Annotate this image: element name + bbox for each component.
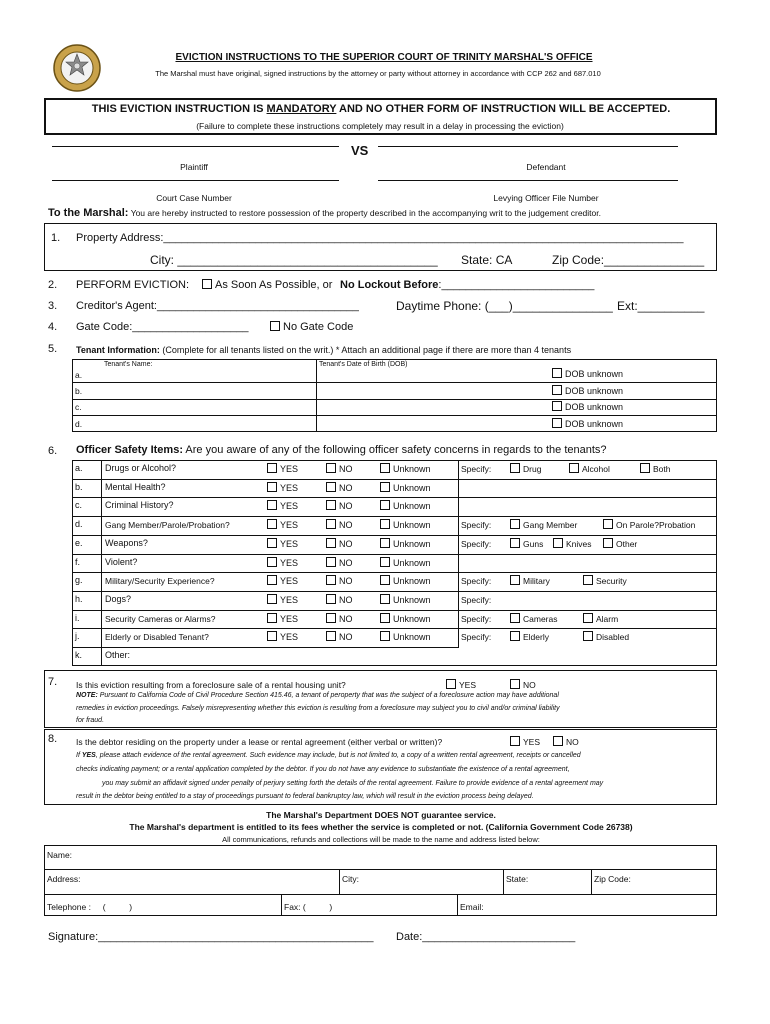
- item8-line-4: result in the debtor being entitled to a stay of proceedings pursuant to federal bankruptcy law, which will result in the eviction process being delayed.: [76, 793, 534, 800]
- safety-unknown-checkbox[interactable]: [380, 519, 390, 529]
- safety-specify-label: Specify:: [461, 632, 492, 643]
- safety-no-checkbox[interactable]: [326, 594, 336, 604]
- specify-option[interactable]: [510, 519, 577, 530]
- specify-option-label: Military: [523, 576, 550, 587]
- date-field[interactable]: Date:_________________________: [396, 931, 576, 943]
- specify-option-label: Knives: [566, 538, 592, 549]
- no-gate-code-option[interactable]: No Gate Code: [270, 321, 353, 333]
- specify-option-label: Security: [596, 576, 627, 587]
- safety-yes[interactable]: [267, 613, 298, 624]
- safety-unknown-label: Unknown: [393, 557, 431, 568]
- safety-row-letter: a.: [75, 463, 83, 473]
- item6-number: 6.: [48, 445, 58, 457]
- specify-option-checkbox[interactable]: [553, 538, 563, 548]
- safety-no-label: NO: [339, 576, 353, 587]
- specify-option[interactable]: [510, 463, 541, 474]
- contact-state-field[interactable]: State:: [506, 874, 529, 884]
- guarantee-statement: The Marshal's Department DOES NOT guarantee service.: [266, 810, 496, 820]
- item7-number: 7.: [48, 676, 58, 688]
- contact-city-field[interactable]: City:: [342, 874, 359, 884]
- property-address-field[interactable]: Property Address:_____________________________________________________________________________________: [76, 232, 684, 244]
- specify-option[interactable]: [583, 575, 627, 586]
- safety-yes-label: YES: [280, 632, 299, 643]
- safety-row-label: Elderly or Disabled Tenant?: [105, 632, 209, 643]
- safety-unknown-label: Unknown: [393, 613, 431, 624]
- safety-unknown-checkbox[interactable]: [380, 575, 390, 585]
- safety-no[interactable]: [326, 557, 353, 568]
- tenant-row-d: d.: [75, 419, 83, 429]
- specify-option-checkbox[interactable]: [510, 463, 520, 473]
- safety-unknown-label: Unknown: [393, 464, 431, 474]
- specify-option-checkbox[interactable]: [583, 575, 593, 585]
- safety-no-checkbox[interactable]: [326, 613, 336, 623]
- safety-no-checkbox[interactable]: [326, 575, 336, 585]
- asap-option[interactable]: As Soon As Possible, or: [202, 279, 332, 291]
- safety-yes[interactable]: [267, 519, 298, 530]
- specify-option-checkbox[interactable]: [603, 538, 613, 548]
- safety-no[interactable]: [326, 594, 353, 605]
- safety-unknown-label: Unknown: [393, 501, 431, 512]
- item8-line-1: If YES, please attach evidence of the rental agreement. Such evidence may include, but is not limited to, a copy of a written rental agreement, receipts or cancelled: [76, 752, 581, 759]
- safety-yes[interactable]: [267, 463, 298, 474]
- dob-unknown-b[interactable]: DOB unknown: [552, 385, 623, 396]
- safety-specify-label: Specify:: [461, 464, 492, 474]
- form-subtitle: The Marshal must have original, signed instructions by the attorney or party without attorney in accordance with CCP 262 and 687.010: [155, 69, 601, 78]
- safety-row-label: Gang Member/Parole/Probation?: [105, 520, 230, 531]
- tenant-dob-header: Tenant's Date of Birth (DOB): [319, 361, 408, 368]
- safety-row-letter: k.: [75, 650, 83, 660]
- zip-field[interactable]: Zip Code:_______________: [552, 253, 705, 267]
- to-marshal: To the Marshal: You are hereby instructed to restore possession of the property described in the accompanying writ to the judgement creditor.: [48, 207, 601, 219]
- safety-yes-checkbox[interactable]: [267, 500, 277, 510]
- specify-option-checkbox[interactable]: [510, 538, 520, 548]
- safety-yes-checkbox[interactable]: [267, 594, 277, 604]
- tenant-info-heading: Tenant Information: (Complete for all tenants listed on the writ.) * Attach an additional page if there are more than 4 tenants: [76, 345, 572, 355]
- specify-option[interactable]: [569, 463, 610, 474]
- state-field: State: CA: [461, 253, 513, 267]
- safety-no[interactable]: [326, 519, 353, 530]
- mandatory-note: (Failure to complete these instructions completely may result in a delay in processing the eviction): [196, 121, 564, 131]
- safety-yes[interactable]: [267, 575, 298, 586]
- plaintiff-line[interactable]: [52, 146, 339, 147]
- safety-no-checkbox[interactable]: [326, 538, 336, 548]
- item1-number: 1.: [51, 232, 61, 244]
- safety-specify-label: Specify:: [461, 520, 492, 531]
- safety-yes[interactable]: [267, 500, 298, 511]
- officer-safety-heading: Officer Safety Items: Are you aware of any of the following officer safety concerns in regards to the tenants?: [76, 444, 607, 456]
- safety-unknown-checkbox[interactable]: [380, 482, 390, 492]
- safety-row-letter: g.: [75, 575, 83, 586]
- vs-label: VS: [351, 143, 369, 158]
- safety-unknown-checkbox[interactable]: [380, 463, 390, 473]
- safety-yes[interactable]: [267, 482, 298, 493]
- specify-option[interactable]: [583, 613, 618, 624]
- safety-no-checkbox[interactable]: [326, 463, 336, 473]
- tenant-row-a: a.: [75, 370, 83, 380]
- levying-line[interactable]: [378, 180, 678, 181]
- item4-number: 4.: [48, 321, 58, 333]
- safety-row-letter: c.: [75, 500, 83, 511]
- safety-unknown[interactable]: [380, 575, 431, 586]
- safety-specify-label: Specify:: [461, 613, 492, 624]
- specify-option[interactable]: [510, 613, 557, 624]
- safety-row-letter: b.: [75, 481, 83, 492]
- specify-option[interactable]: [510, 631, 549, 642]
- item5-number: 5.: [48, 343, 58, 355]
- safety-yes-checkbox[interactable]: [267, 463, 277, 473]
- specify-option-label: Cameras: [523, 613, 558, 624]
- safety-yes-checkbox[interactable]: [267, 538, 277, 548]
- safety-no-checkbox[interactable]: [326, 519, 336, 529]
- contact-telephone-field[interactable]: Telephone : ( ): [47, 902, 133, 912]
- safety-row-label: Weapons?: [105, 537, 148, 548]
- safety-yes-label: YES: [280, 594, 299, 605]
- specify-option-label: Other: [616, 538, 638, 549]
- perform-eviction-label: PERFORM EVICTION:: [76, 279, 190, 291]
- safety-yes-checkbox[interactable]: [267, 557, 277, 567]
- safety-no-label: NO: [339, 538, 353, 549]
- safety-yes-label: YES: [280, 576, 299, 587]
- safety-no[interactable]: [326, 482, 353, 493]
- safety-unknown-checkbox[interactable]: [380, 613, 390, 623]
- safety-yes-checkbox[interactable]: [267, 482, 277, 492]
- gate-code-field[interactable]: Gate Code:___________________: [76, 321, 249, 333]
- specify-option-label: On Parole?Probation: [616, 520, 696, 531]
- safety-unknown-checkbox[interactable]: [380, 631, 390, 641]
- safety-yes-checkbox[interactable]: [267, 575, 277, 585]
- levying-label: Levying Officer File Number: [493, 193, 599, 203]
- safety-no-label: NO: [339, 613, 353, 624]
- item7-note-2: remedies in eviction proceedings. Falsely misrepresenting whether this eviction is resulting from a foreclosure may subject you to civil and/or criminal liability: [76, 705, 560, 712]
- safety-no-label: NO: [339, 632, 353, 643]
- safety-no-label: NO: [339, 482, 353, 493]
- specify-option-label: Drug: [523, 464, 542, 474]
- signature-field[interactable]: Signature:_____________________________________________: [48, 931, 374, 943]
- no-gate-checkbox[interactable]: [270, 321, 280, 331]
- safety-yes-checkbox[interactable]: [267, 613, 277, 623]
- safety-specify-label: Specify:: [461, 594, 492, 605]
- dob-unknown-c[interactable]: DOB unknown: [552, 401, 623, 412]
- specify-option-label: Disabled: [596, 632, 630, 643]
- court-case-label: Court Case Number: [156, 193, 232, 203]
- safety-unknown-label: Unknown: [393, 632, 431, 643]
- safety-unknown-checkbox[interactable]: [380, 557, 390, 567]
- safety-unknown-label: Unknown: [393, 520, 431, 531]
- form-title: EVICTION INSTRUCTIONS TO THE SUPERIOR COURT OF TRINITY MARSHAL'S OFFICE: [175, 52, 593, 63]
- safety-unknown[interactable]: [380, 557, 431, 568]
- safety-no[interactable]: [326, 500, 353, 511]
- safety-yes[interactable]: [267, 594, 298, 605]
- specify-option-label: Alarm: [596, 613, 619, 624]
- safety-unknown[interactable]: [380, 463, 431, 474]
- specify-option[interactable]: [510, 538, 543, 549]
- item7-note-1: NOTE: Pursuant to California Code of Civil Procedure Section 415.46, a tenant of peroperty that was the subject of a foreclosure action may have additional: [76, 692, 559, 699]
- dob-unknown-a[interactable]: DOB unknown: [552, 368, 623, 379]
- mandatory-statement: THIS EVICTION INSTRUCTION IS MANDATORY AND NO OTHER FORM OF INSTRUCTION WILL BE ACCEPTED.: [91, 103, 671, 115]
- item7-note-3: for fraud.: [76, 717, 105, 724]
- specify-option-checkbox[interactable]: [510, 631, 520, 641]
- defendant-label: Defendant: [526, 162, 566, 172]
- safety-yes-checkbox[interactable]: [267, 631, 277, 641]
- item8-question: Is the debtor residing on the property under a lease or rental agreement (either verbal or written)?: [76, 737, 443, 747]
- lockout-field[interactable]: No Lockout Before:_________________________: [340, 279, 595, 291]
- tenant-row-c: c.: [75, 402, 82, 412]
- safety-unknown-checkbox[interactable]: [380, 594, 390, 604]
- safety-unknown-label: Unknown: [393, 538, 431, 549]
- defendant-line[interactable]: [378, 146, 678, 147]
- specify-option-label: Elderly: [523, 632, 549, 643]
- safety-specify-label: Specify:: [461, 538, 492, 549]
- safety-unknown[interactable]: [380, 519, 431, 530]
- safety-unknown-label: Unknown: [393, 594, 431, 605]
- safety-no-checkbox[interactable]: [326, 500, 336, 510]
- safety-unknown[interactable]: [380, 500, 431, 511]
- safety-yes[interactable]: [267, 557, 298, 568]
- contact-zip-field[interactable]: Zip Code:: [594, 874, 631, 884]
- specify-option-checkbox[interactable]: [640, 463, 650, 473]
- safety-yes-label: YES: [280, 520, 299, 531]
- specify-option-checkbox[interactable]: [583, 613, 593, 623]
- safety-row-label: Criminal History?: [105, 500, 174, 511]
- safety-yes[interactable]: [267, 538, 298, 549]
- plaintiff-label: Plaintiff: [180, 162, 208, 172]
- safety-row-label: Drugs or Alcohol?: [105, 463, 177, 473]
- specify-option[interactable]: [640, 463, 671, 474]
- specify-option-label: Both: [653, 464, 671, 474]
- city-field[interactable]: City: _______________________________________: [150, 253, 438, 267]
- tenant-row-b: b.: [75, 386, 83, 396]
- safety-yes-label: YES: [280, 557, 299, 568]
- safety-no-label: NO: [339, 501, 353, 512]
- specify-option-checkbox[interactable]: [510, 613, 520, 623]
- safety-no-label: NO: [339, 520, 353, 531]
- item8-line-2: checks indicating payment; or a rental application completed by the debtor. If you do not have any evidence to substantiate the existence of a rental agreement,: [76, 766, 570, 773]
- contact-fax-field[interactable]: Fax: ( ): [284, 902, 333, 912]
- safety-row-letter: h.: [75, 593, 83, 604]
- item7-box: [44, 670, 717, 728]
- specify-option-label: Guns: [523, 538, 544, 549]
- specify-option-label: Alcohol: [582, 464, 610, 474]
- safety-unknown-checkbox[interactable]: [380, 538, 390, 548]
- safety-row-label: Dogs?: [105, 593, 132, 604]
- safety-unknown-label: Unknown: [393, 482, 431, 493]
- safety-no-label: NO: [339, 557, 353, 568]
- safety-no-label: NO: [339, 464, 353, 474]
- specify-option[interactable]: [603, 519, 695, 530]
- safety-row-label: Other:: [105, 650, 131, 660]
- safety-row-letter: d.: [75, 519, 83, 530]
- tenant-name-header: Tenant's Name:: [104, 361, 153, 368]
- safety-row-letter: i.: [75, 612, 80, 623]
- item8-line-3: you may submit an affidavit signed under penalty of perjury setting forth the details of the rental agreement. Failure to provide evidence of a rental agreement may: [102, 780, 604, 787]
- safety-unknown[interactable]: [380, 482, 431, 493]
- specify-option[interactable]: [583, 631, 629, 642]
- specify-option[interactable]: [510, 575, 550, 586]
- safety-specify-label: Specify:: [461, 576, 492, 587]
- contact-email-field[interactable]: Email:: [460, 902, 484, 912]
- safety-yes-label: YES: [280, 613, 299, 624]
- item3-number: 3.: [48, 300, 58, 312]
- safety-row-letter: e.: [75, 537, 83, 548]
- daytime-phone-field[interactable]: Daytime Phone: (___)_______________: [396, 299, 613, 313]
- specify-option-checkbox[interactable]: [603, 519, 613, 529]
- safety-unknown[interactable]: [380, 594, 431, 605]
- communications-statement: All communications, refunds and collections will be made to the name and address listed below:: [222, 835, 540, 844]
- safety-yes[interactable]: [267, 631, 298, 642]
- safety-no[interactable]: [326, 575, 353, 586]
- safety-unknown[interactable]: [380, 613, 431, 624]
- court-case-line[interactable]: [52, 180, 339, 181]
- item2-number: 2.: [48, 279, 58, 291]
- safety-yes-label: YES: [280, 501, 299, 512]
- contact-name-field[interactable]: Name:: [47, 850, 73, 860]
- safety-unknown-checkbox[interactable]: [380, 500, 390, 510]
- safety-no[interactable]: [326, 463, 353, 474]
- asap-checkbox[interactable]: [202, 279, 212, 289]
- safety-unknown[interactable]: [380, 538, 431, 549]
- item8-yes[interactable]: YES: [510, 736, 540, 747]
- safety-yes-label: YES: [280, 482, 299, 493]
- safety-no-checkbox[interactable]: [326, 482, 336, 492]
- safety-no-checkbox[interactable]: [326, 631, 336, 641]
- safety-unknown[interactable]: [380, 631, 431, 642]
- safety-row-letter: f.: [75, 556, 81, 567]
- specify-option[interactable]: [553, 538, 592, 549]
- safety-row-letter: j.: [75, 631, 80, 642]
- specify-option-checkbox[interactable]: [510, 575, 520, 585]
- safety-no[interactable]: [326, 538, 353, 549]
- safety-no-checkbox[interactable]: [326, 557, 336, 567]
- safety-no[interactable]: [326, 631, 353, 642]
- safety-row-label: Violent?: [105, 556, 138, 567]
- safety-row-label: Security Cameras or Alarms?: [105, 613, 216, 624]
- specify-option-checkbox[interactable]: [569, 463, 579, 473]
- contact-address-field[interactable]: Address:: [47, 874, 81, 884]
- specify-option[interactable]: [603, 538, 637, 549]
- item8-number: 8.: [48, 733, 58, 745]
- specify-option-checkbox[interactable]: [510, 519, 520, 529]
- item8-no[interactable]: NO: [553, 736, 579, 747]
- safety-yes-label: YES: [280, 538, 299, 549]
- specify-option-label: Gang Member: [523, 520, 578, 531]
- ext-field[interactable]: Ext:__________: [617, 299, 705, 313]
- fees-statement: The Marshal's department is entitled to its fees whether the service is completed or not. (California Government Code 26738): [129, 822, 633, 832]
- safety-yes-checkbox[interactable]: [267, 519, 277, 529]
- item7-question: Is this eviction resulting from a foreclosure sale of a rental housing unit?: [76, 680, 346, 690]
- safety-unknown-label: Unknown: [393, 576, 431, 587]
- safety-row-label: Mental Health?: [105, 481, 166, 492]
- item7-no[interactable]: NO: [510, 679, 536, 690]
- safety-yes-label: YES: [280, 464, 299, 474]
- safety-row-label: Military/Security Experience?: [105, 576, 215, 587]
- marshal-seal: [50, 44, 104, 92]
- specify-option-checkbox[interactable]: [583, 631, 593, 641]
- creditor-agent-field[interactable]: Creditor's Agent:_________________________________: [76, 300, 359, 312]
- safety-no[interactable]: [326, 613, 353, 624]
- item7-yes[interactable]: YES: [446, 679, 476, 690]
- dob-unknown-d[interactable]: DOB unknown: [552, 418, 623, 429]
- safety-no-label: NO: [339, 594, 353, 605]
